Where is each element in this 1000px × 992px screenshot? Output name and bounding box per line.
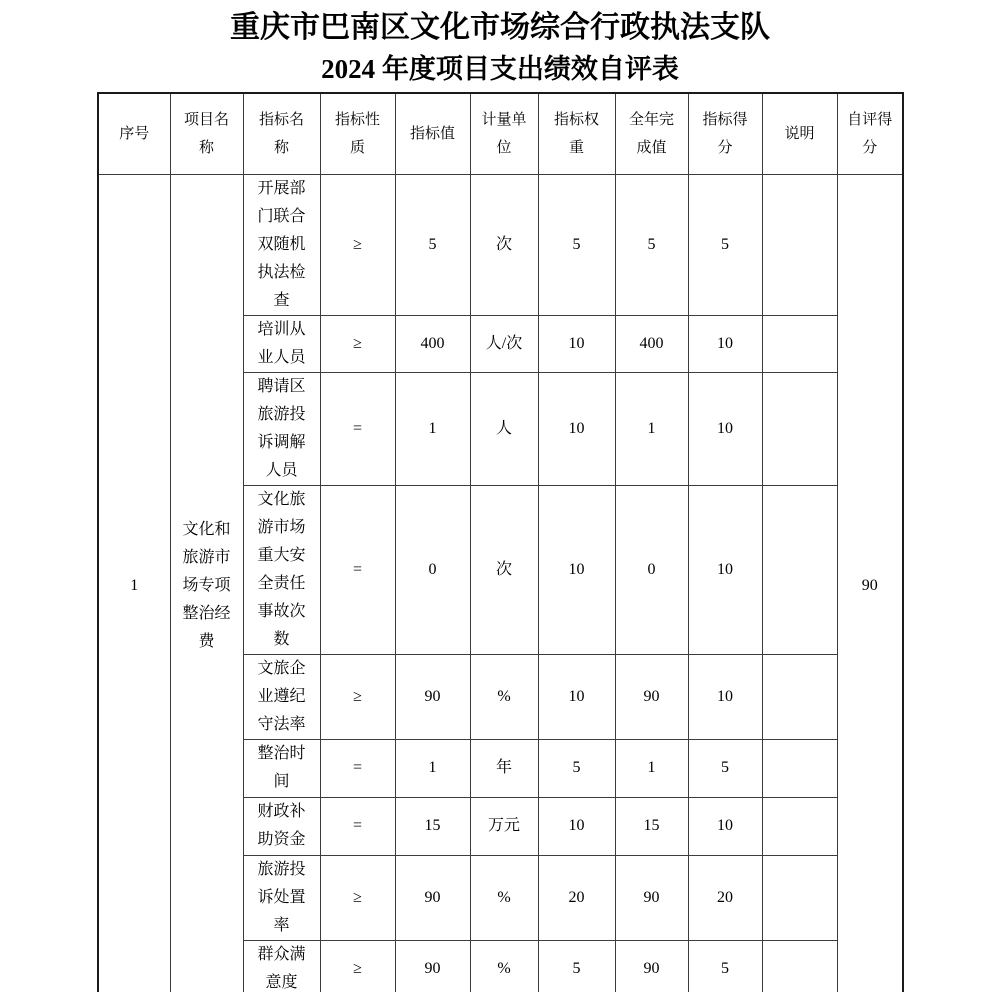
weight-cell: 10 bbox=[538, 372, 615, 485]
indicator-nature-cell: ≥ bbox=[320, 315, 395, 372]
indicator-score-cell: 5 bbox=[688, 940, 762, 992]
col-header-weight: 指标权重 bbox=[538, 93, 615, 174]
indicator-name-cell: 培训从业人员 bbox=[243, 315, 320, 372]
col-header-unit: 计量单位 bbox=[470, 93, 538, 174]
unit-cell: % bbox=[470, 654, 538, 739]
weight-cell: 5 bbox=[538, 739, 615, 797]
completed-value-cell: 90 bbox=[615, 855, 688, 940]
col-header-serial: 序号 bbox=[98, 93, 170, 174]
weight-cell: 10 bbox=[538, 654, 615, 739]
completed-value-cell: 15 bbox=[615, 797, 688, 855]
note-cell bbox=[762, 315, 837, 372]
completed-value-cell: 90 bbox=[615, 940, 688, 992]
unit-cell: 人/次 bbox=[470, 315, 538, 372]
indicator-nature-cell: = bbox=[320, 372, 395, 485]
indicator-name-cell: 群众满意度 bbox=[243, 940, 320, 992]
indicator-name-cell: 财政补助资金 bbox=[243, 797, 320, 855]
note-cell bbox=[762, 940, 837, 992]
unit-cell: 次 bbox=[470, 485, 538, 654]
note-cell bbox=[762, 485, 837, 654]
unit-cell: 年 bbox=[470, 739, 538, 797]
col-header-indicator-value: 指标值 bbox=[395, 93, 470, 174]
indicator-name-cell: 文旅企业遵纪守法率 bbox=[243, 654, 320, 739]
indicator-nature-cell: ≥ bbox=[320, 174, 395, 315]
weight-cell: 5 bbox=[538, 940, 615, 992]
indicator-name-cell: 整治时间 bbox=[243, 739, 320, 797]
unit-cell: % bbox=[470, 940, 538, 992]
header-row bbox=[98, 93, 903, 174]
completed-value-cell: 90 bbox=[615, 654, 688, 739]
indicator-score-cell: 5 bbox=[688, 174, 762, 315]
completed-value-cell: 1 bbox=[615, 739, 688, 797]
indicator-value-cell: 0 bbox=[395, 485, 470, 654]
unit-cell: % bbox=[470, 855, 538, 940]
col-header-note: 说明 bbox=[762, 93, 837, 174]
col-header-indicator-nature: 指标性质 bbox=[320, 93, 395, 174]
weight-cell: 10 bbox=[538, 797, 615, 855]
col-header-indicator-name: 指标名称 bbox=[243, 93, 320, 174]
indicator-value-cell: 90 bbox=[395, 855, 470, 940]
evaluation-table bbox=[97, 92, 904, 992]
serial-cell: 1 bbox=[98, 174, 170, 992]
unit-cell: 万元 bbox=[470, 797, 538, 855]
indicator-nature-cell: ≥ bbox=[320, 940, 395, 992]
weight-cell: 10 bbox=[538, 485, 615, 654]
indicator-value-cell: 90 bbox=[395, 940, 470, 992]
indicator-score-cell: 10 bbox=[688, 372, 762, 485]
note-cell bbox=[762, 174, 837, 315]
self-score-cell: 90 bbox=[837, 174, 903, 992]
completed-value-cell: 0 bbox=[615, 485, 688, 654]
indicator-value-cell: 1 bbox=[395, 372, 470, 485]
weight-cell: 20 bbox=[538, 855, 615, 940]
indicator-score-cell: 10 bbox=[688, 485, 762, 654]
page-subtitle: 2024 年度项目支出绩效自评表 bbox=[321, 54, 679, 84]
note-cell bbox=[762, 797, 837, 855]
page-title: 重庆市巴南区文化市场综合行政执法支队 bbox=[230, 11, 770, 44]
indicator-score-cell: 10 bbox=[688, 797, 762, 855]
indicator-value-cell: 400 bbox=[395, 315, 470, 372]
completed-value-cell: 400 bbox=[615, 315, 688, 372]
note-cell bbox=[762, 372, 837, 485]
note-cell bbox=[762, 654, 837, 739]
col-header-self-score: 自评得分 bbox=[837, 93, 903, 174]
indicator-score-cell: 10 bbox=[688, 654, 762, 739]
weight-cell: 5 bbox=[538, 174, 615, 315]
indicator-value-cell: 5 bbox=[395, 174, 470, 315]
indicator-row bbox=[98, 174, 903, 315]
project-name-cell: 文化和旅游市场专项整治经费 bbox=[170, 174, 243, 992]
indicator-score-cell: 20 bbox=[688, 855, 762, 940]
note-cell bbox=[762, 739, 837, 797]
indicator-nature-cell: ≥ bbox=[320, 654, 395, 739]
indicator-name-cell: 开展部门联合双随机执法检查 bbox=[243, 174, 320, 315]
indicator-nature-cell: = bbox=[320, 739, 395, 797]
indicator-value-cell: 90 bbox=[395, 654, 470, 739]
indicator-name-cell: 文化旅游市场重大安全责任事故次数 bbox=[243, 485, 320, 654]
completed-value-cell: 5 bbox=[615, 174, 688, 315]
indicator-nature-cell: = bbox=[320, 797, 395, 855]
indicator-nature-cell: = bbox=[320, 485, 395, 654]
col-header-project-name: 项目名称 bbox=[170, 93, 243, 174]
unit-cell: 次 bbox=[470, 174, 538, 315]
indicator-score-cell: 5 bbox=[688, 739, 762, 797]
col-header-indicator-score: 指标得分 bbox=[688, 93, 762, 174]
indicator-name-cell: 旅游投诉处置率 bbox=[243, 855, 320, 940]
col-header-completed-value: 全年完成值 bbox=[615, 93, 688, 174]
indicator-score-cell: 10 bbox=[688, 315, 762, 372]
unit-cell: 人 bbox=[470, 372, 538, 485]
indicator-nature-cell: ≥ bbox=[320, 855, 395, 940]
note-cell bbox=[762, 855, 837, 940]
weight-cell: 10 bbox=[538, 315, 615, 372]
completed-value-cell: 1 bbox=[615, 372, 688, 485]
indicator-name-cell: 聘请区旅游投诉调解人员 bbox=[243, 372, 320, 485]
indicator-value-cell: 15 bbox=[395, 797, 470, 855]
indicator-value-cell: 1 bbox=[395, 739, 470, 797]
